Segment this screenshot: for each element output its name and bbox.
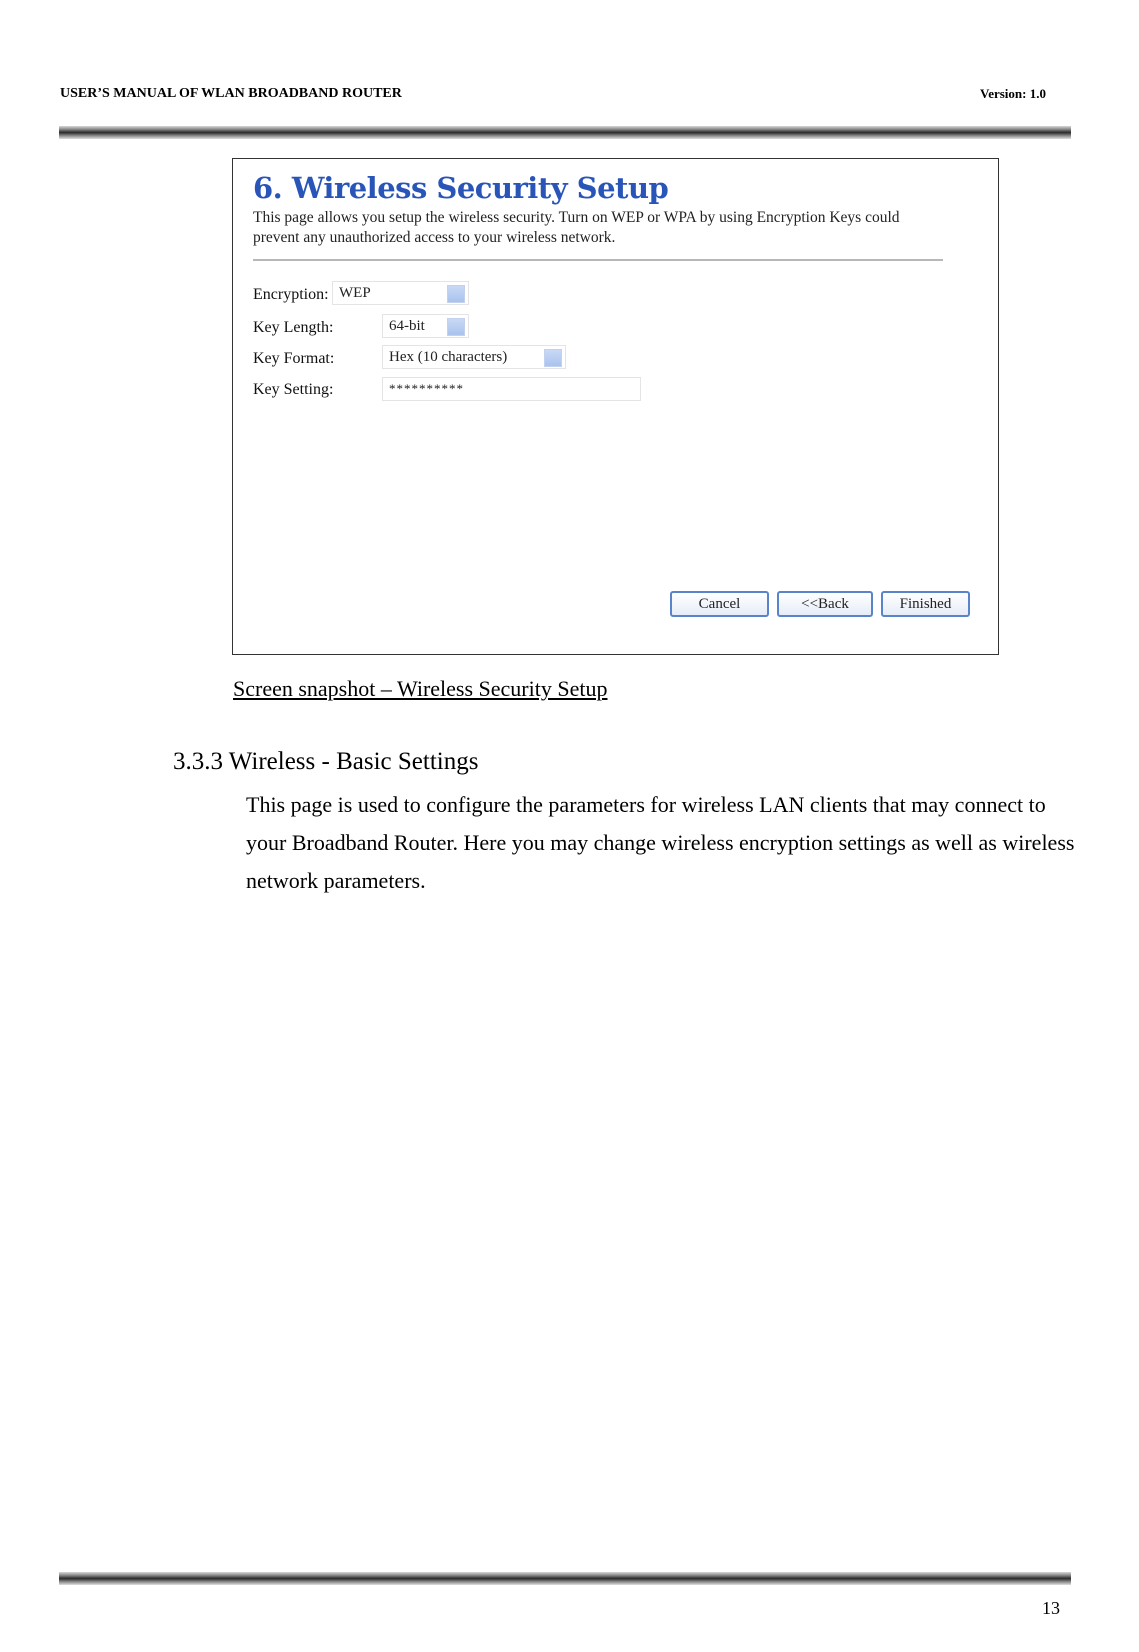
key-format-label: Key Format: <box>253 350 335 367</box>
setup-description: This page allows you setup the wireless security. Turn on WEP or WPA by using Encryption Keys could prevent any unauthorized access to your wireless network. <box>253 209 900 246</box>
key-format-select[interactable] <box>382 345 566 369</box>
figure-caption: Screen snapshot – Wireless Security Setup <box>233 676 608 701</box>
cancel-button[interactable]: Cancel <box>670 591 769 617</box>
encryption-value: WEP <box>339 285 371 301</box>
manual-title: USER’S MANUAL OF WLAN BROADBAND ROUTER <box>60 86 402 101</box>
footer-rule <box>59 1572 1071 1585</box>
key-setting-value: ********** <box>389 381 464 396</box>
key-setting-input[interactable] <box>382 377 641 401</box>
dropdown-arrow-icon[interactable] <box>447 318 465 336</box>
dropdown-arrow-icon[interactable] <box>447 285 465 303</box>
page-number: 13 <box>1042 1598 1060 1618</box>
version-label: Version: 1.0 <box>980 86 1046 101</box>
key-length-label: Key Length: <box>253 319 334 336</box>
setup-divider <box>253 259 943 261</box>
setup-title: 6. Wireless Security Setup <box>253 171 669 205</box>
key-format-value: Hex (10 characters) <box>389 349 508 365</box>
finished-button[interactable]: Finished <box>881 591 970 617</box>
header-rule <box>59 126 1071 139</box>
screenshot-wireless-security-setup <box>232 158 999 655</box>
key-length-select[interactable] <box>382 314 469 338</box>
section-heading: 3.3.3 Wireless - Basic Settings <box>173 748 479 775</box>
back-button[interactable]: <<Back <box>777 591 873 617</box>
section-body: This page is used to configure the parameters for wireless LAN clients that may connect to your Broadband Router. Here you may change wireless encryption settings as well as wireless network parameters. <box>246 792 1075 893</box>
key-setting-label: Key Setting: <box>253 381 334 398</box>
dropdown-arrow-icon[interactable] <box>544 349 562 367</box>
key-length-value: 64-bit <box>389 318 425 334</box>
encryption-label: Encryption: <box>253 286 329 303</box>
encryption-select[interactable] <box>332 281 469 305</box>
